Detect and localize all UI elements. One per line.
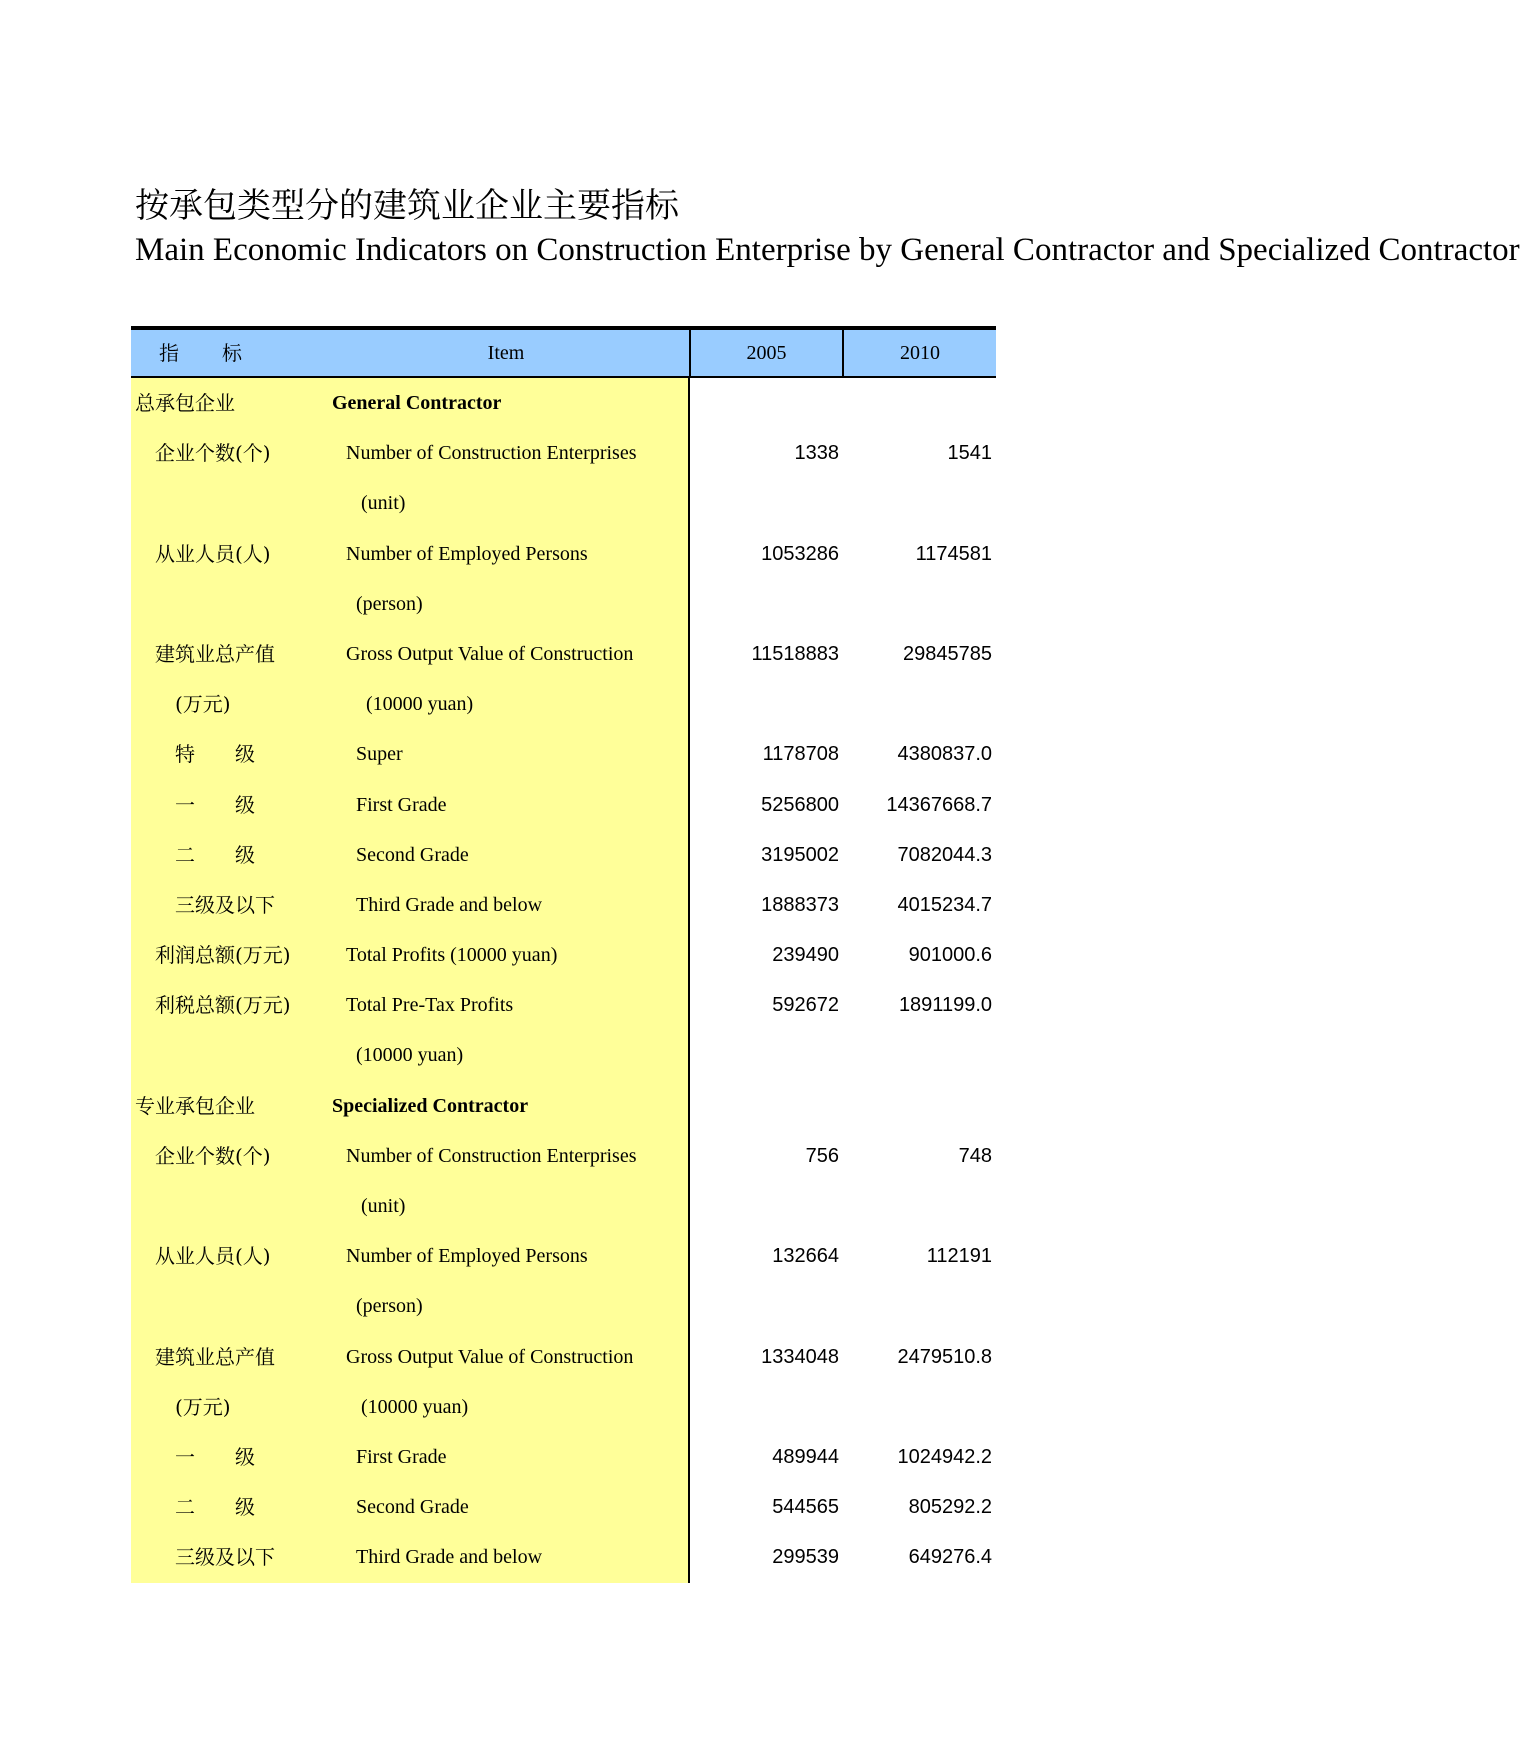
table-row bbox=[131, 880, 996, 930]
row-label-en: Total Pre-Tax Profits bbox=[346, 994, 514, 1017]
value-2005: 1338 bbox=[794, 442, 839, 465]
header-year-2010: 2010 bbox=[842, 330, 996, 376]
table-row bbox=[131, 780, 996, 830]
row-label-cn: 三级及以下 bbox=[175, 1545, 275, 1570]
table-row bbox=[131, 1532, 996, 1582]
indicator-table bbox=[131, 326, 996, 1583]
row-label-cn: 建筑业总产值 bbox=[155, 1344, 275, 1369]
value-2010: 29845785 bbox=[903, 642, 992, 665]
value-2010: 112191 bbox=[926, 1245, 992, 1268]
table-row bbox=[131, 729, 996, 779]
table-row bbox=[131, 1081, 996, 1131]
table-row bbox=[131, 529, 996, 579]
table-row bbox=[131, 1332, 996, 1382]
table-header bbox=[131, 326, 996, 378]
row-label-en: Number of Construction Enterprises bbox=[346, 442, 637, 465]
value-2010: 2479510.8 bbox=[897, 1345, 992, 1368]
row-label-en: (unit) bbox=[361, 492, 406, 515]
value-2005: 1334048 bbox=[761, 1345, 839, 1368]
table-row bbox=[131, 830, 996, 880]
value-2005: 756 bbox=[805, 1144, 839, 1167]
row-label-cn: 一 级 bbox=[175, 1444, 255, 1469]
value-2005: 239490 bbox=[772, 944, 839, 967]
header-year-2005: 2005 bbox=[689, 330, 842, 376]
value-2005: 5256800 bbox=[761, 793, 839, 816]
table-row bbox=[131, 930, 996, 980]
row-label-en: Gross Output Value of Construction bbox=[346, 642, 634, 665]
value-2010: 748 bbox=[958, 1144, 992, 1167]
row-label-cn: 建筑业总产值 bbox=[155, 641, 275, 666]
value-2005: 1053286 bbox=[761, 542, 839, 565]
value-2010: 7082044.3 bbox=[897, 843, 992, 866]
row-label-en: (10000 yuan) bbox=[366, 693, 474, 716]
row-label-en: (10000 yuan) bbox=[356, 1044, 464, 1067]
value-2005: 3195002 bbox=[761, 843, 839, 866]
table-row bbox=[131, 1131, 996, 1181]
value-2005: 1888373 bbox=[761, 893, 839, 916]
value-2005: 132664 bbox=[772, 1245, 839, 1268]
value-2010: 4015234.7 bbox=[897, 893, 992, 916]
row-label-en: Gross Output Value of Construction bbox=[346, 1345, 634, 1368]
page-title-cn: 按承包类型分的建筑业企业主要指标 bbox=[135, 186, 679, 226]
table-row bbox=[131, 478, 996, 528]
table-row bbox=[131, 1482, 996, 1532]
table-row bbox=[131, 1432, 996, 1482]
row-label-cn: 利润总额(万元) bbox=[155, 943, 291, 968]
table-row bbox=[131, 378, 996, 428]
row-label-en: Number of Employed Persons bbox=[346, 1245, 588, 1268]
row-label-en: Second Grade bbox=[356, 843, 469, 866]
row-label-cn: 一 级 bbox=[175, 792, 255, 817]
value-2010: 4380837.0 bbox=[897, 743, 992, 766]
row-label-cn: 二 级 bbox=[175, 842, 255, 867]
row-label-en: Second Grade bbox=[356, 1496, 469, 1519]
value-2005: 1178708 bbox=[762, 743, 839, 766]
row-label-cn: 利税总额(万元) bbox=[155, 993, 291, 1018]
row-label-cn: 特 级 bbox=[175, 742, 255, 767]
value-2005: 592672 bbox=[772, 994, 839, 1017]
value-2005: 11518883 bbox=[751, 642, 839, 665]
row-label-cn: 从业人员(人) bbox=[155, 541, 271, 566]
value-2010: 14367668.7 bbox=[886, 793, 992, 816]
row-label-cn: (万元) bbox=[175, 692, 231, 717]
table-row bbox=[131, 679, 996, 729]
row-label-en: (unit) bbox=[361, 1195, 406, 1217]
table-row bbox=[131, 1231, 996, 1281]
value-2010: 901000.6 bbox=[908, 944, 992, 967]
row-label-en: Specialized Contractor bbox=[332, 1094, 529, 1117]
row-label-cn: 从业人员(人) bbox=[155, 1244, 271, 1269]
table-row bbox=[131, 1281, 996, 1331]
table-body bbox=[131, 378, 996, 1583]
table-row bbox=[131, 1382, 996, 1432]
row-label-en: Number of Employed Persons bbox=[346, 542, 588, 565]
value-2010: 1541 bbox=[947, 442, 992, 465]
value-2010: 805292.2 bbox=[908, 1496, 992, 1519]
row-label-cn: 三级及以下 bbox=[175, 892, 275, 917]
row-label-cn: 专业承包企业 bbox=[135, 1093, 255, 1118]
row-label-en: (10000 yuan) bbox=[361, 1395, 469, 1418]
value-2005: 299539 bbox=[772, 1546, 839, 1569]
page-title-en: Main Economic Indicators on Construction Enterprise by General Contractor and Specialized Contractor bbox=[135, 232, 1520, 268]
row-label-cn: 二 级 bbox=[175, 1495, 255, 1520]
row-label-cn: 企业个数(个) bbox=[155, 1143, 271, 1168]
header-cn: 指 标 bbox=[159, 341, 243, 365]
row-label-cn: (万元) bbox=[175, 1394, 231, 1419]
value-2010: 1024942.2 bbox=[897, 1445, 992, 1468]
value-2005: 544565 bbox=[772, 1496, 839, 1519]
value-2010: 1174581 bbox=[915, 542, 992, 565]
row-label-en: (person) bbox=[356, 1295, 423, 1318]
row-label-cn: 总承包企业 bbox=[135, 391, 235, 415]
row-label-en: Super bbox=[356, 743, 403, 766]
row-label-en: First Grade bbox=[356, 793, 447, 816]
table-row bbox=[131, 428, 996, 478]
value-2010: 649276.4 bbox=[908, 1546, 992, 1569]
row-label-en: Number of Construction Enterprises bbox=[346, 1144, 637, 1167]
table-row bbox=[131, 1030, 996, 1080]
table-row bbox=[131, 579, 996, 629]
table-row bbox=[131, 1181, 996, 1231]
row-label-cn: 企业个数(个) bbox=[155, 441, 271, 466]
row-label-en: Total Profits (10000 yuan) bbox=[346, 944, 558, 967]
table-row bbox=[131, 629, 996, 679]
value-2005: 489944 bbox=[772, 1445, 839, 1468]
row-label-en: General Contractor bbox=[332, 392, 502, 414]
row-label-en: Third Grade and below bbox=[356, 1546, 543, 1569]
row-label-en: (person) bbox=[356, 592, 423, 615]
header-item: Item bbox=[487, 342, 525, 364]
table-row bbox=[131, 980, 996, 1030]
row-label-en: Third Grade and below bbox=[356, 893, 543, 916]
value-2010: 1891199.0 bbox=[898, 994, 992, 1017]
row-label-en: First Grade bbox=[356, 1445, 447, 1468]
